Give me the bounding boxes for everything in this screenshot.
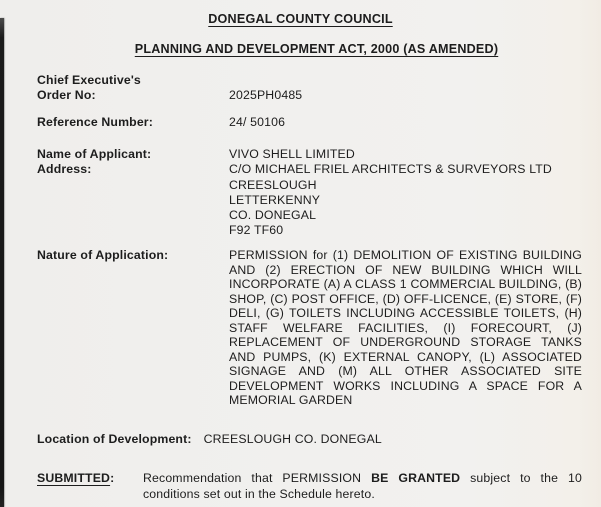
location-of-development-value: CREESLOUGH CO. DONEGAL <box>203 432 382 446</box>
applicant-name-value: VIVO SHELL LIMITED <box>229 147 355 161</box>
address-line: CO. DONEGAL <box>229 208 317 223</box>
nature-of-application-value: PERMISSION for (1) DEMOLITION OF EXISTING BUILDING AND (2) ERECTION OF NEW BUILDING WHICH WILL INCORPORATE (A) A CLASS 1 COMMERCIAL BUILDING, (B) SHOP, (C) POST OFFICE, (D) OFF-LICENCE, (E) STORE, (F) DELI, (G) TOILETS INCLUDING ACCESSIBLE TOILETS, (H) STAFF WELFARE FACILITIES, (I) FORECOURT, (J) REPLACEMENT OF UNDERGROUND STORAGE TANKS AND PUMPS, (K) EXTERNAL CANOPY, (L) ASSOCIATED SIGNAGE AND (M) ALL OTHER ASSOCIATED SITE DEVELOPMENT WORKS INCLUDING A SPACE FOR A MEMORIAL GARDEN <box>229 248 582 407</box>
submitted-recommendation-text <box>143 471 582 502</box>
submitted-label-colon: : <box>110 471 115 485</box>
reference-number-label: Reference Number: <box>37 115 153 129</box>
field-applicant-address <box>37 147 582 239</box>
submitted-text-before: Recommendation that PERMISSION <box>143 471 372 485</box>
submitted-text-bold: BE GRANTED <box>371 471 461 485</box>
field-submitted <box>37 471 582 502</box>
order-number-value: 2025PH0485 <box>229 87 303 102</box>
address-line: CREESLOUGH <box>229 177 317 192</box>
location-of-development-label: Location of Development: <box>37 432 192 446</box>
order-number-label-line1: Chief Executive's <box>37 73 141 87</box>
document-title: DONEGAL COUNTY COUNCIL <box>208 12 393 26</box>
submitted-text-after: subject to the 10 conditions set out in the Schedule hereto. <box>143 471 582 501</box>
reference-number-value: 24/ 50106 <box>229 115 286 129</box>
applicant-address-values <box>229 147 582 239</box>
field-reference-number <box>37 115 582 130</box>
applicant-name-label: Name of Applicant: <box>37 147 152 161</box>
address-label: Address: <box>37 162 92 177</box>
scan-edge-artifact <box>0 18 4 507</box>
submitted-label: SUBMITTED <box>37 471 111 485</box>
order-number-label-line2: Order No: <box>37 87 96 102</box>
document-subtitle: PLANNING AND DEVELOPMENT ACT, 2000 (AS AMENDED) <box>134 42 499 56</box>
address-line: F92 TF60 <box>229 223 284 238</box>
address-line: LETTERKENNY <box>229 192 321 207</box>
order-number-label <box>37 73 229 102</box>
field-order-number <box>37 73 582 102</box>
field-location-of-development <box>37 432 582 447</box>
submitted-label-wrap <box>37 471 143 502</box>
field-nature-of-application <box>37 248 582 408</box>
applicant-address-labels <box>37 147 229 239</box>
nature-of-application-label: Nature of Application: <box>37 248 169 262</box>
address-line: C/O MICHAEL FRIEL ARCHITECTS & SURVEYORS LTD <box>229 162 552 177</box>
